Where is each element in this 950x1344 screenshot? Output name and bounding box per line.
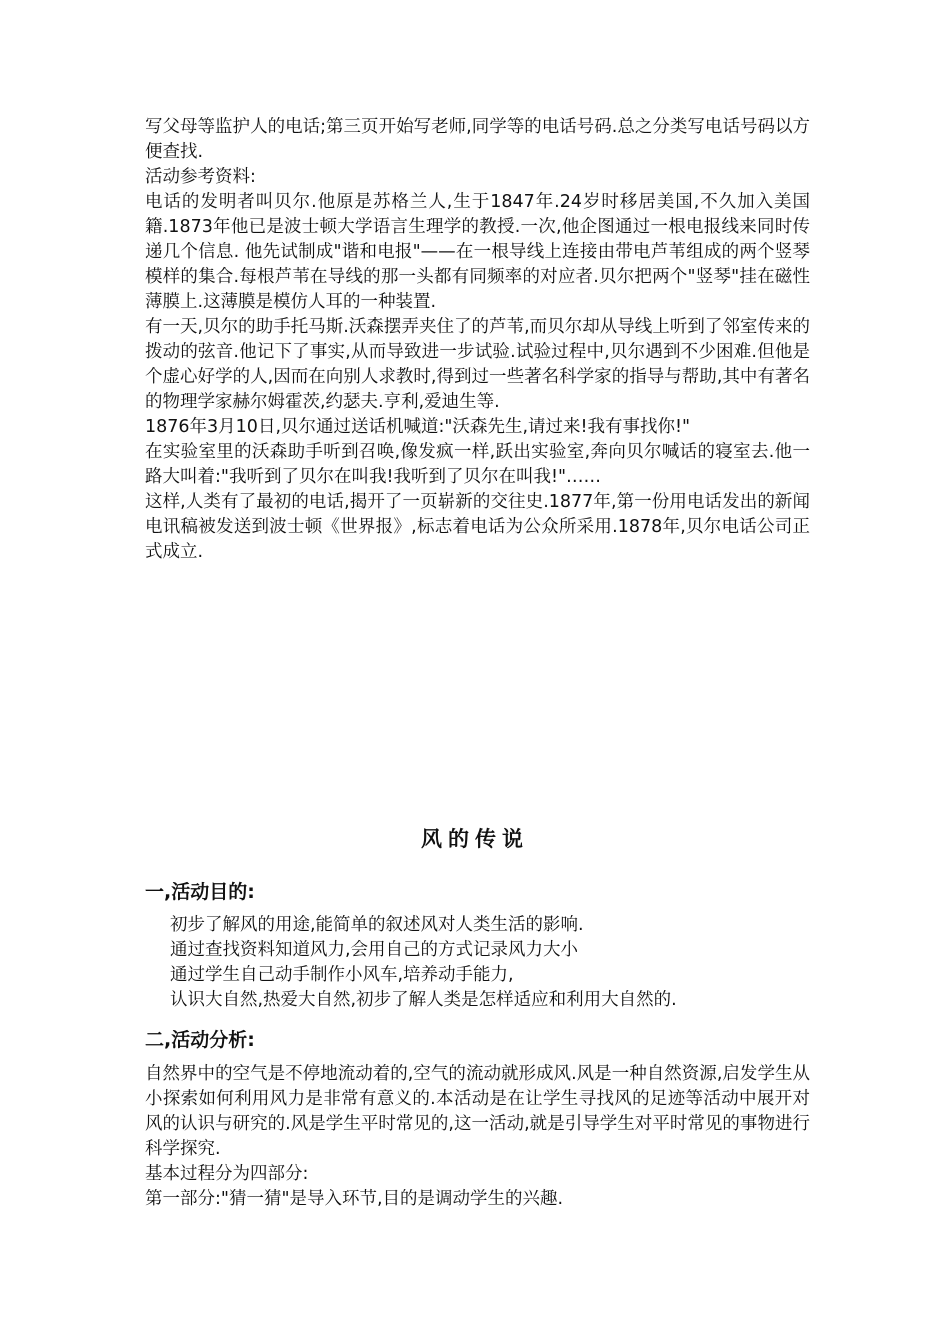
goal-item: 通过查找资料知道风力,会用自己的方式记录风力大小 <box>170 940 579 960</box>
process-part-1: 第一部分:"猜一猜"是导入环节,目的是调动学生的兴趣. <box>145 1189 564 1209</box>
paragraph-telephone-history: 这样,人类有了最初的电话,揭开了一页崭新的交往史.1877年,第一份用电话发出的新闻电讯稿被发送到波士顿《世界报》,标志着电话为公众所采用.1878年,贝尔电话公司正式成立. <box>145 492 810 562</box>
reference-label: 活动参考资料: <box>145 167 256 187</box>
paragraph-watson: 在实验室里的沃森助手听到召唤,像发疯一样,跃出实验室,奔向贝尔喊话的寝室去.他一路大叫着:"我听到了贝尔在叫我!我听到了贝尔在叫我!"…… <box>145 442 810 487</box>
process-intro: 基本过程分为四部分: <box>145 1164 309 1184</box>
goal-item: 初步了解风的用途,能简单的叙述风对人类生活的影响. <box>170 915 584 935</box>
paragraph-bell-biography: 电话的发明者叫贝尔.他原是苏格兰人,生于1847年.24岁时移居美国,不久加入美国籍.1873年他已是波士顿大学语言生理学的教授.一次,他企图通过一根电报线来同时传递几个信息. 他先试制成"谐和电报"——在一根导线上连接由带电芦苇组成的两个竖琴模样的集合.每根芦苇在导线的那一头都有同频率的对应者.贝尔把两个"竖琴"挂在磁性薄膜上.这薄膜是模仿人耳的一种装置. <box>145 192 810 312</box>
paragraph-bell-experiment: 有一天,贝尔的助手托马斯.沃森摆弄夹住了的芦苇,而贝尔却从导线上听到了邻室传来的拨动的弦音.他记下了事实,从而导致进一步试验.试验过程中,贝尔遇到不少困难.但他是个虚心好学的人,因而在向别人求教时,得到过一些著名科学家的指导与帮助,其中有著名的物理学家赫尔姆霍茨,约瑟夫.亨利,爱迪生等. <box>145 317 810 412</box>
paragraph-first-call: 1876年3月10日,贝尔通过送话机喊道:"沃森先生,请过来!我有事找你!" <box>145 417 691 437</box>
page-title: 风的传说 <box>421 827 529 851</box>
paragraph-phone-list: 写父母等监护人的电话;第三页开始写老师,同学等的电话号码.总之分类写电话号码以方便查找. <box>145 117 810 162</box>
heading-goals: 一,活动目的: <box>145 881 255 903</box>
heading-analysis: 二,活动分析: <box>145 1029 255 1051</box>
goal-item: 认识大自然,热爱大自然,初步了解人类是怎样适应和利用大自然的. <box>170 990 677 1010</box>
paragraph-analysis: 自然界中的空气是不停地流动着的,空气的流动就形成风.风是一种自然资源,启发学生从小探索如何利用风力是非常有意义的.本活动是在让学生寻找风的足迹等活动中展开对风的认识与研究的.风是学生平时常见的,这一活动,就是引导学生对平时常见的事物进行科学探究. <box>145 1064 810 1159</box>
goal-item: 通过学生自己动手制作小风车,培养动手能力, <box>170 965 514 985</box>
